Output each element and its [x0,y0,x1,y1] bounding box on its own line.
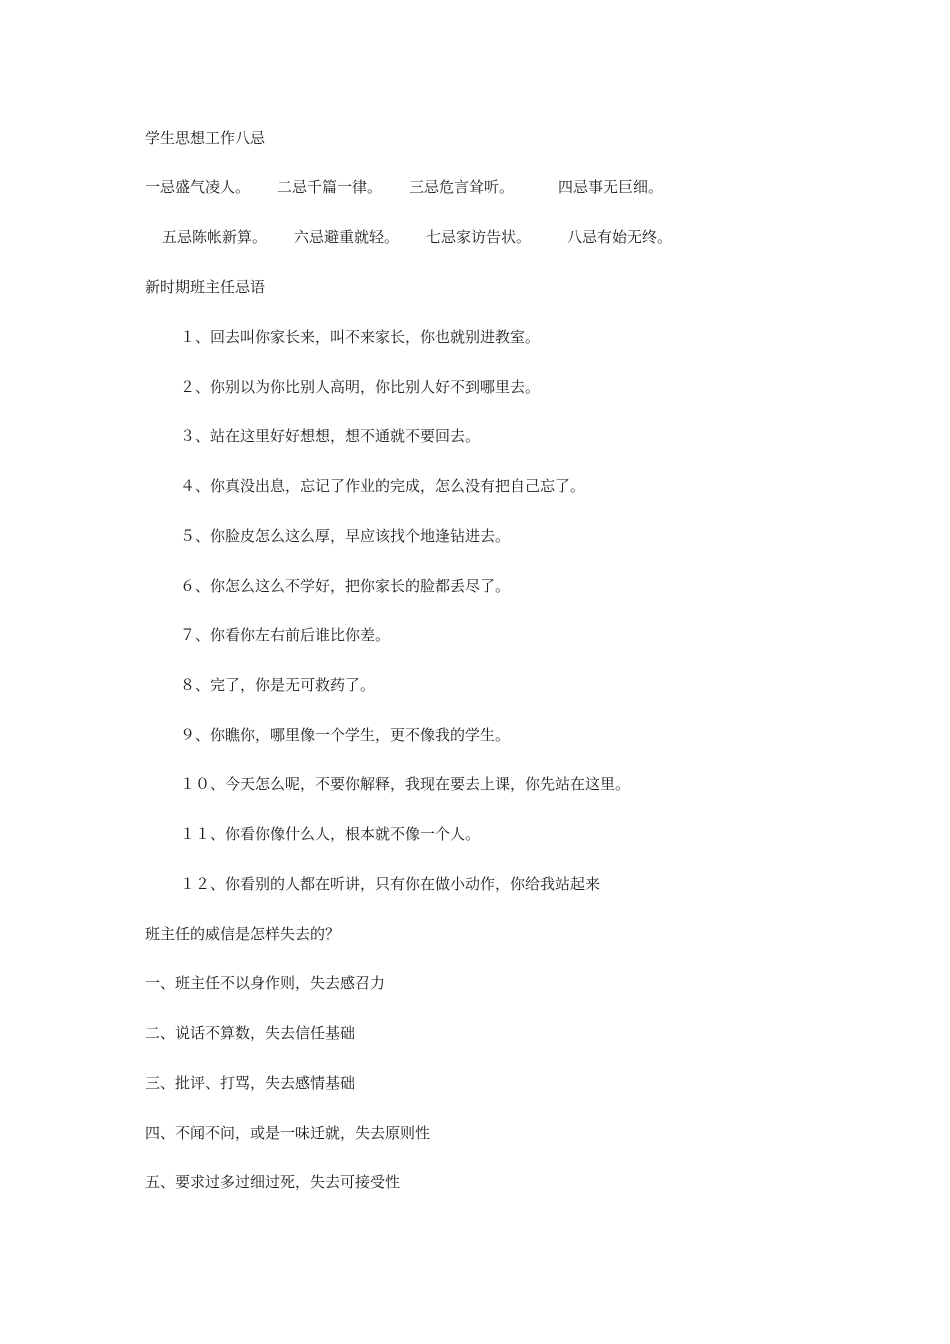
taboo-row-2 [162,227,672,247]
list-item: １、回去叫你家长来，叫不来家长，你也就别进教室。 [180,328,541,346]
section3-title: 班主任的威信是怎样失去的？ [145,925,341,943]
taboo-item: 五忌陈帐新算。 [162,228,268,246]
taboo-item: 一忌盛气凌人。 [145,178,251,196]
list-item: １２、你看别的人都在听讲，只有你在做小动作，你给我站起来 [180,875,601,893]
list-item: １０、今天怎么呢，不要你解释，我现在要去上课，你先站在这里。 [180,775,631,793]
taboo-item: 三忌危言耸听。 [409,178,515,196]
list-item: 三、批评、打骂，失去感情基础 [145,1074,356,1092]
taboo-item: 二忌千篇一律。 [277,178,383,196]
list-item: ７、你看你左右前后谁比你差。 [180,626,391,644]
section2-title: 新时期班主任忌语 [145,278,266,296]
list-item: 一、班主任不以身作则，失去感召力 [145,974,386,992]
list-item: 四、不闻不问，或是一味迁就，失去原则性 [145,1124,431,1142]
list-item: ３、站在这里好好想想，想不通就不要回去。 [180,427,481,445]
list-item: 五、要求过多过细过死，失去可接受性 [145,1173,401,1191]
list-item: ８、完了，你是无可救药了。 [180,676,376,694]
list-item: ５、你脸皮怎么这么厚，早应该找个地逢钻进去。 [180,527,511,545]
taboo-item: 八忌有始无终。 [567,228,673,246]
list-item: ４、你真没出息，忘记了作业的完成，怎么没有把自己忘了。 [180,477,586,495]
taboo-item: 四忌事无巨细。 [558,178,664,196]
taboo-row-1 [145,177,663,197]
list-item: ９、你瞧你，哪里像一个学生，更不像我的学生。 [180,726,511,744]
taboo-item: 六忌避重就轻。 [294,228,400,246]
taboo-item: 七忌家访告状。 [426,228,532,246]
list-item: ６、你怎么这么不学好，把你家长的脸都丢尽了。 [180,577,511,595]
list-item: ２、你别以为你比别人高明，你比别人好不到哪里去。 [180,378,541,396]
list-item: 二、说话不算数，失去信任基础 [145,1024,356,1042]
section1-title: 学生思想工作八忌 [145,129,266,147]
list-item: １１、你看你像什么人，根本就不像一个人。 [180,825,481,843]
